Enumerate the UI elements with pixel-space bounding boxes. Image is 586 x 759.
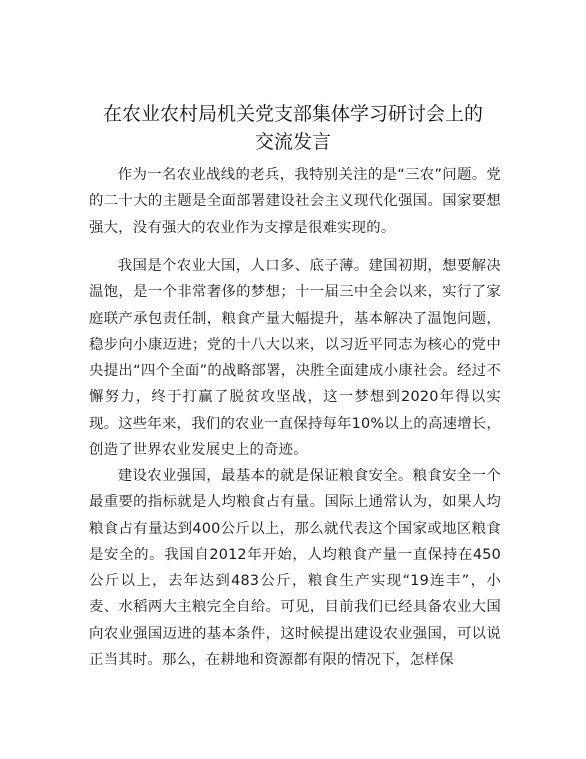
paragraph-agricultural-history: 我国是个农业大国，人口多、底子薄。建国初期，想要解决温饱，是一个非常奢侈的梦想；十一届三中全会以来，实行了家庭联产承包责任制，粮食产量大幅提升，基本解决了温饱问题，稳步向小康迈进；党的十八大以来，以习近平同志为核心的党中央提出“四个全面”的战略部署，决胜全面建成小康社会。经过不懈努力，终于打赢了脱贫攻坚战，这一梦想到2020年得以实现。这些年来，我们的农业一直保持每年10%以上的高速增长，创造了世界农业发展史上的奇迹。	[89, 258, 501, 459]
document-title-line-1: 在农业农村局机关党支部集体学习研讨会上的	[102, 103, 483, 125]
document-title-line-2: 交流发言	[254, 131, 331, 153]
paragraph-food-security: 建设农业强国，最基本的就是保证粮食安全。粮食安全一个最重要的指标就是人均粮食占有量。国际上通常认为，如果人均粮食占有量达到400公斤以上，那么就代表这个国家或地区粮食是安全的。我国自2012年开始，人均粮食产量一直保持在450公斤以上，去年达到483公斤，粮食生产实现“19连丰”，小麦、水稻两大主粮完全自给。可见，目前我们已经具备农业大国向农业强国迈进的基本条件，这时候提出建设农业强国，可以说正当其时。那么，在耕地和资源都有限的情况下，怎样保	[89, 468, 501, 669]
paragraph-sannong-focus: 作为一名农业战线的老兵，我特别关注的是“三农”问题。党的二十大的主题是全面部署建设社会主义现代化强国。国家要想强大，没有强大的农业作为支撑是很难实现的。	[89, 167, 501, 236]
